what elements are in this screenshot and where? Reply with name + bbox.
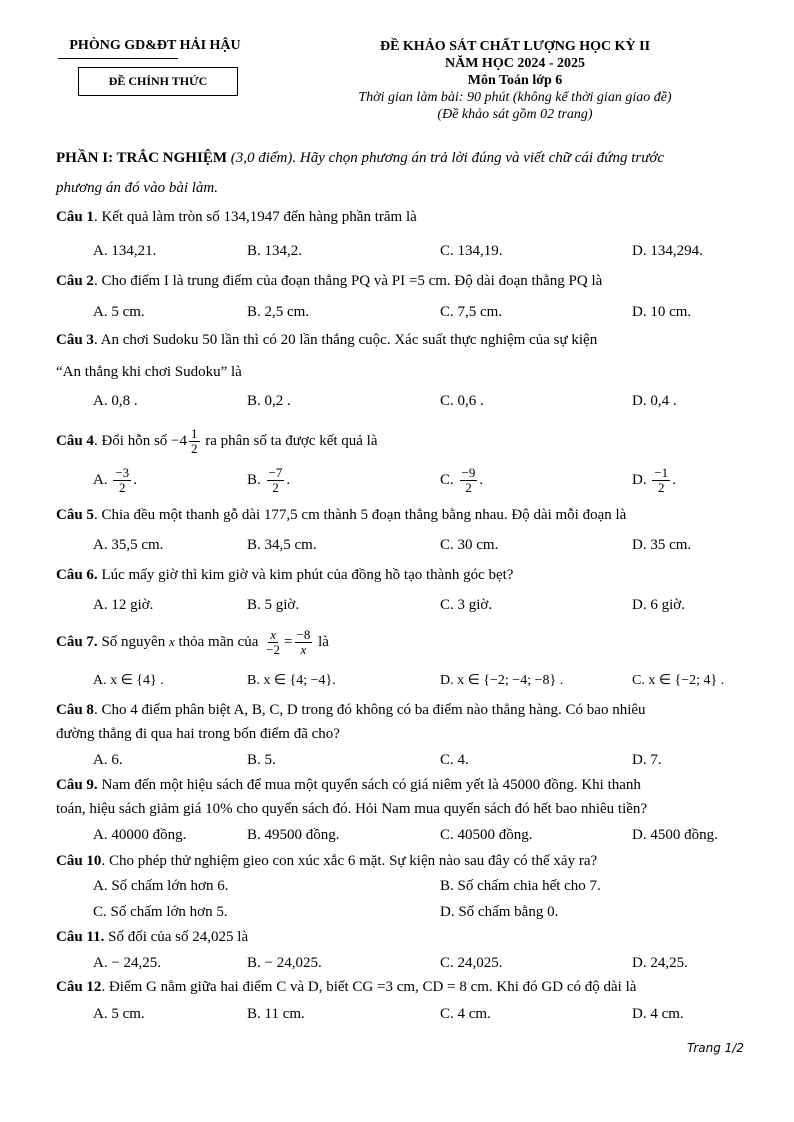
question-9	[56, 777, 641, 794]
option-b: B. − 24,025.	[247, 955, 322, 971]
option-d: D. $\frac{-1}{2}$ .	[632, 465, 676, 495]
option-c: C. x ∈ {−2; 4} .	[632, 673, 725, 688]
question-10	[56, 853, 597, 870]
option-d: D. 4 cm.	[632, 1006, 684, 1022]
time-note: Thời gian làm bài: 90 phút (không kể thời gian giao đề)	[358, 90, 672, 105]
question-6	[56, 567, 513, 584]
option-d: D. 6 giờ.	[632, 597, 685, 613]
option-c: C. $\frac{-9}{2}$ .	[440, 465, 484, 495]
question-label: Câu 1	[56, 209, 94, 225]
option-d: D. x ∈ {−2; −4; −8} .	[440, 673, 564, 688]
question-9-cont: toán, hiệu sách giảm giá 10% cho quyển sách đó. Hỏi Nam mua quyển sách đó hết bao nhiêu tiền?	[56, 801, 648, 817]
question-3-cont: “An thắng khi chơi Sudoku” là	[56, 364, 242, 380]
question-12	[56, 979, 636, 996]
option-c: C. 24,025.	[440, 955, 503, 971]
question-label: Câu 12	[56, 979, 102, 995]
option-b: B. 11 cm.	[247, 1006, 305, 1022]
header-right	[325, 38, 705, 123]
part1-instruction-cont: phương án đó vào bài làm.	[56, 180, 219, 196]
question-label: Câu 5	[56, 507, 94, 523]
option-a: A. x ∈ {4} .	[93, 673, 164, 688]
option-a: A. 35,5 cm.	[93, 537, 164, 553]
question-text: . An chơi Sudoku 50 lần thì có 20 lần thắng cuộc. Xác suất thực nghiệm của sự kiện	[93, 332, 598, 348]
question-11	[56, 929, 248, 946]
mixed-number-fraction: $\frac{1}{2}$	[191, 426, 198, 456]
question-text: Số đối của số 24,025 là	[104, 929, 249, 945]
part1-heading	[56, 150, 664, 167]
option-c: C. Số chấm lớn hơn 5.	[93, 904, 228, 920]
header-left	[40, 38, 270, 54]
question-label: Câu 6.	[56, 567, 98, 583]
option-b: B. 134,2.	[247, 243, 303, 259]
option-d: D. 24,25.	[632, 955, 688, 971]
question-text: . Chia đều một thanh gỗ dài 177,5 cm thành 5 đoạn thẳng bằng nhau. Độ dài mỗi đoạn là	[93, 507, 627, 523]
question-2	[56, 273, 602, 290]
option-a: A. 0,8 .	[93, 393, 138, 409]
option-b: B. 34,5 cm.	[247, 537, 317, 553]
question-text: . Điểm G nằm giữa hai điểm C và D, biết CG =3 cm, CD = 8 cm. Khi đó GD có độ dài là	[101, 979, 637, 995]
option-c: C. 134,19.	[440, 243, 503, 259]
question-label: Câu 11.	[56, 929, 105, 945]
option-b: B. 0,2 .	[247, 393, 291, 409]
option-b: B. 5.	[247, 752, 276, 768]
option-d: D. 10 cm.	[632, 304, 692, 320]
option-b: B. 5 giờ.	[247, 597, 300, 613]
option-a: A. 5 cm.	[93, 1006, 145, 1022]
option-b: B. 49500 đồng.	[247, 827, 340, 843]
option-a: A. 12 giờ.	[93, 597, 154, 613]
question-text: . Cho 4 điểm phân biệt A, B, C, D trong đó không có ba điểm nào thẳng hàng. Có bao nhiêu	[93, 702, 646, 718]
option-a: A. − 24,25.	[93, 955, 162, 971]
option-d: D. 134,294.	[632, 243, 703, 259]
question-label: Câu 8	[56, 702, 94, 718]
option-d: D. 7.	[632, 752, 662, 768]
option-d: D. 4500 đồng.	[632, 827, 718, 843]
option-a: A. 6.	[93, 752, 123, 768]
question-label: Câu 3	[56, 332, 94, 348]
option-b: B. x ∈ {4; −4}.	[247, 673, 336, 688]
fraction-left: $\frac{x}{-2}$	[266, 627, 281, 657]
option-c: C. 30 cm.	[440, 537, 499, 553]
option-a: A. 5 cm.	[93, 304, 145, 320]
option-b: B. Số chấm chia hết cho 7.	[440, 878, 601, 894]
question-5	[56, 507, 626, 524]
question-text: . Cho điểm I là trung điểm của đoạn thẳng PQ và PI =5 cm. Độ dài đoạn thẳng PQ là	[93, 273, 603, 289]
question-text: . Cho phép thử nghiệm gieo con xúc xắc 6 mặt. Sự kiện nào sau đây có thể xảy ra?	[101, 853, 598, 869]
question-text: Lúc mấy giờ thì kim giờ và kim phút của đồng hồ tạo thành góc bẹt?	[97, 567, 514, 583]
subject: Môn Toán lớp 6	[467, 73, 563, 88]
school-year: NĂM HỌC 2024 - 2025	[445, 56, 585, 71]
page-number: Trang 1/2	[686, 1041, 744, 1055]
question-8-cont: đường thẳng đi qua hai trong bốn điểm đã cho?	[56, 726, 340, 742]
option-c: C. 7,5 cm.	[440, 304, 503, 320]
option-d: D. 35 cm.	[632, 537, 692, 553]
department-name: PHÒNG GD&ĐT HẢI HẬU	[69, 38, 241, 53]
option-c: C. 0,6 .	[440, 393, 484, 409]
fraction-right: $\frac{-8}{x}$	[296, 627, 311, 657]
option-c: C. 3 giờ.	[440, 597, 493, 613]
part1-instruction: . Hãy chọn phương án trả lời đúng và viết chữ cái đứng trước	[292, 150, 665, 166]
question-7: Câu 7. Số nguyên x thỏa mãn của $\frac{x}{-2}$ = $\frac{-8}{x}$ là	[56, 627, 329, 657]
question-label: Câu 4	[56, 432, 94, 449]
option-c: C. 4.	[440, 752, 469, 768]
question-text: Nam đến một hiệu sách để mua một quyển sách có giá niêm yết là 45000 đồng. Khi thanh	[97, 777, 641, 793]
option-c: C. 40500 đồng.	[440, 827, 533, 843]
question-label: Câu 7.	[56, 633, 98, 650]
question-4: Câu 4. Đổi hỗn số −4 $\frac{1}{2}$ ra phân số ta được kết quả là	[56, 426, 378, 456]
option-c: C. 4 cm.	[440, 1006, 491, 1022]
question-8	[56, 702, 646, 719]
question-label: Câu 9.	[56, 777, 98, 793]
option-b: B. $\frac{-7}{2}$ .	[247, 465, 291, 495]
question-label: Câu 2	[56, 273, 94, 289]
option-d: D. 0,4 .	[632, 393, 677, 409]
mixed-number-whole: −4	[171, 432, 187, 449]
department-underline	[58, 58, 178, 59]
question-label: Câu 10	[56, 853, 102, 869]
question-3	[56, 332, 597, 349]
pages-note: (Đề khảo sát gồm 02 trang)	[437, 107, 593, 122]
option-b: B. 2,5 cm.	[247, 304, 310, 320]
part1-title: PHẦN I: TRẮC NGHIỆM	[56, 150, 227, 166]
option-d: D. Số chấm bằng 0.	[440, 904, 559, 920]
official-label-box: ĐỀ CHÍNH THỨC	[78, 67, 238, 96]
part1-points: (3,0 điểm)	[230, 150, 293, 166]
option-a: A. 40000 đồng.	[93, 827, 187, 843]
option-a: A. $\frac{-3}{2}$ .	[93, 465, 137, 495]
option-a: A. Số chấm lớn hơn 6.	[93, 878, 229, 894]
question-1	[56, 209, 417, 226]
option-a: A. 134,21.	[93, 243, 157, 259]
exam-title: ĐỀ KHẢO SÁT CHẤT LƯỢNG HỌC KỲ II	[379, 39, 651, 54]
question-text: . Kết quả làm tròn số 134,1947 đến hàng phần trăm là	[93, 209, 417, 225]
